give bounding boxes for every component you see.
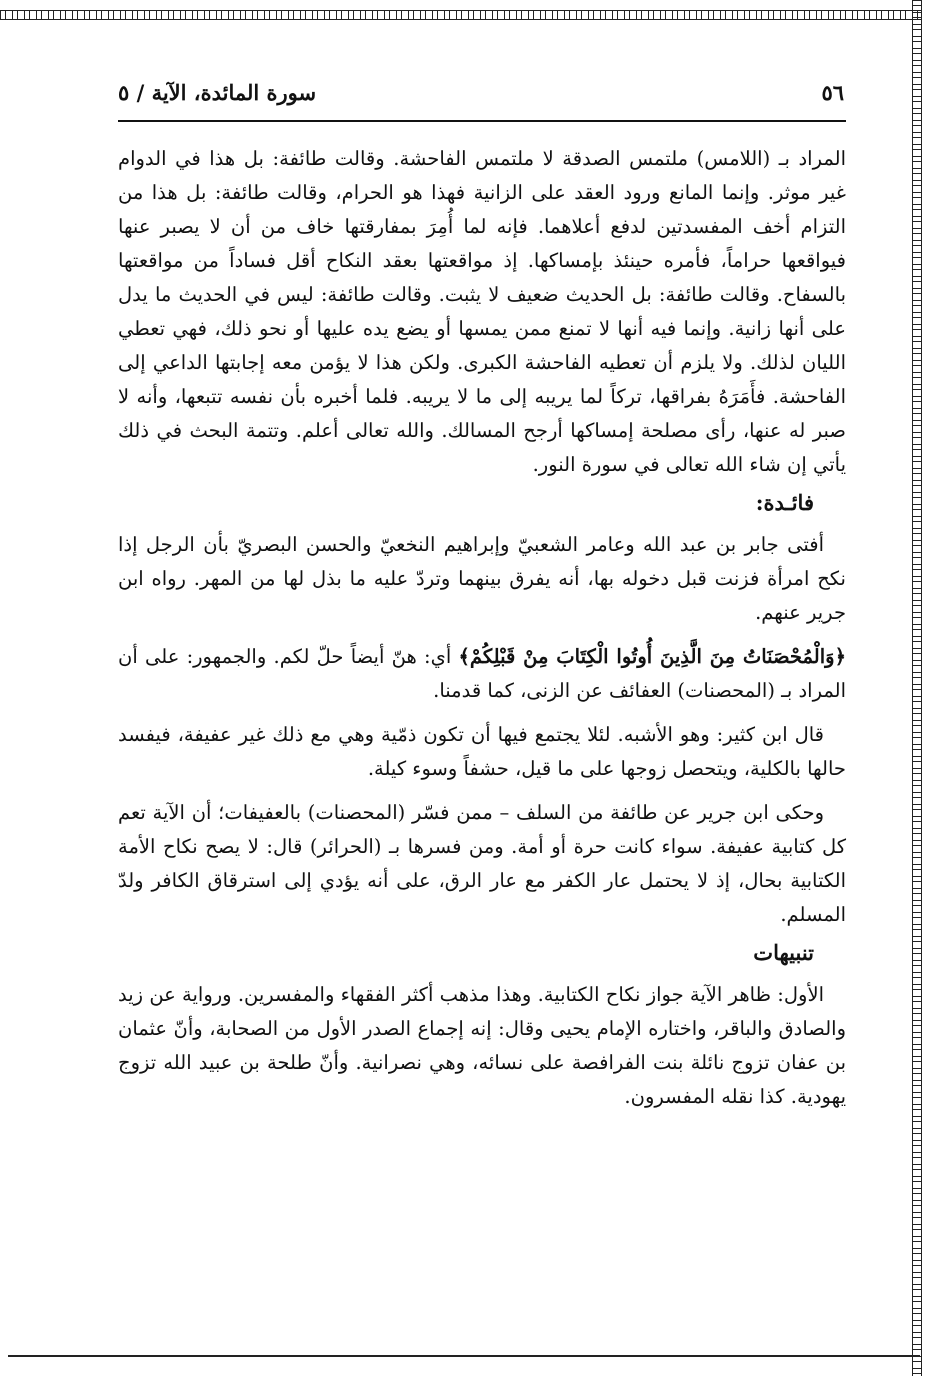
page-number: ٥٦ (821, 80, 844, 105)
bottom-border (8, 1355, 920, 1357)
section-heading: تنبيهات (753, 940, 814, 965)
verse-commentary: أي: هنّ أيضاً حلّ لكم. والجمهور: على أن المراد بـ (المحصنات) العفائف عن الزنى، كما قدمنا. (118, 645, 846, 702)
paragraph: الأول: ظاهر الآية جواز نكاح الكتابية. وهذا مذهب أكثر الفقهاء والمفسرين. ورواية عن زيد والصادق والباقر، واختاره الإمام يحيى وقال: إنه إجماع الصدر الأول من الصحابة، وأنّ عثمان بن عفان تزوج نائلة بنت الفرافصة على نسائه، وهي نصرانية. وأنّ طلحة بن عبيد الله تزوج يهودية. كذا نقله المفسرون. (118, 983, 846, 1108)
right-border (912, 0, 922, 1376)
page-body (118, 142, 846, 1114)
paragraph: أفتى جابر بن عبد الله وعامر الشعبيّ وإبراهيم النخعيّ والحسن البصريّ بأن الرجل إذا نكح امرأة فزنت قبل دخوله بها، أنه يفرق بينهما وتردّ عليه ما بذل لها من المهر. رواه ابن جرير عنهم. (118, 533, 846, 624)
quran-verse: ﴿وَالْمُحْصَنَاتُ مِنَ الَّذِينَ أُوتُوا الْكِتَابَ مِنْ قَبْلِكُمْ﴾ (458, 645, 846, 668)
page-title: سورة المائدة، الآية / ٥ (118, 80, 317, 105)
header-rule (118, 120, 846, 122)
paragraph: وحكى ابن جرير عن طائفة من السلف – ممن فسّر (المحصنات) بالعفيفات؛ أن الآية تعم كل كتابية عفيفة. سواء كانت حرة أو أمة. ومن فسرها بـ (الحرائر) قال: لا يصح نكاح الأمة الكتابية بحال، إذ لا يحتمل عار الكفر مع عار الرق، على أنه يؤدي إلى استرقاق الكافر ولدّ المسلم. (118, 801, 846, 926)
top-border (0, 10, 922, 20)
paragraph: المراد بـ (اللامس) ملتمس الصدقة لا ملتمس الفاحشة. وقالت طائفة: بل هذا في الدوام غير موثر. وإنما المانع ورود العقد على الزانية فهذا هو الحرام، وقالت طائفة: بل هذا من التزام أخف المفسدتين لدفع أعلاهما. فإنه لما أُمِرَ بمفارقتها خاف من أن لا يصبر عنها فيواقعها حراماً، فأمره حينئذ بإمساكها. إذ مواقعتها بعقد النكاح أقل فساداً من مواقعتها بالسفاح. وقالت طائفة: بل الحديث ضعيف لا يثبت. وقالت طائفة: ليس في الحديث ما يدل على أنها زانية. وإنما فيه أنها لا تمنع ممن يمسها أو يضع يده عليها أو نحو ذلك، فهي تعطي الليان لذلك. ولا يلزم أن تعطيه الفاحشة الكبرى. ولكن هذا لا يؤمن معه إجابتها الداعي إلى الفاحشة. فأَمَرَهُ بفراقها، تركاً لما يريبه إلى ما لا يريبه. فلما أخبره بأن نفسه تتبعها، وأنه لا صبر له عنها، رأى مصلحة إمساكها أرجح المسالك. والله تعالى أعلم. وتتمة البحث في ذلك يأتي إن شاء الله تعالى في سورة النور. (118, 147, 846, 476)
page-header (118, 80, 844, 114)
paragraph: قال ابن كثير: وهو الأشبه. لئلا يجتمع فيها أن تكون ذمّية وهي مع ذلك غير عفيفة، فيفسد حالها بالكلية، ويتحصل زوجها على ما قيل، حشفاً وسوء كيلة. (118, 723, 846, 780)
paragraph (118, 640, 846, 708)
section-heading: فائـدة: (755, 490, 814, 515)
